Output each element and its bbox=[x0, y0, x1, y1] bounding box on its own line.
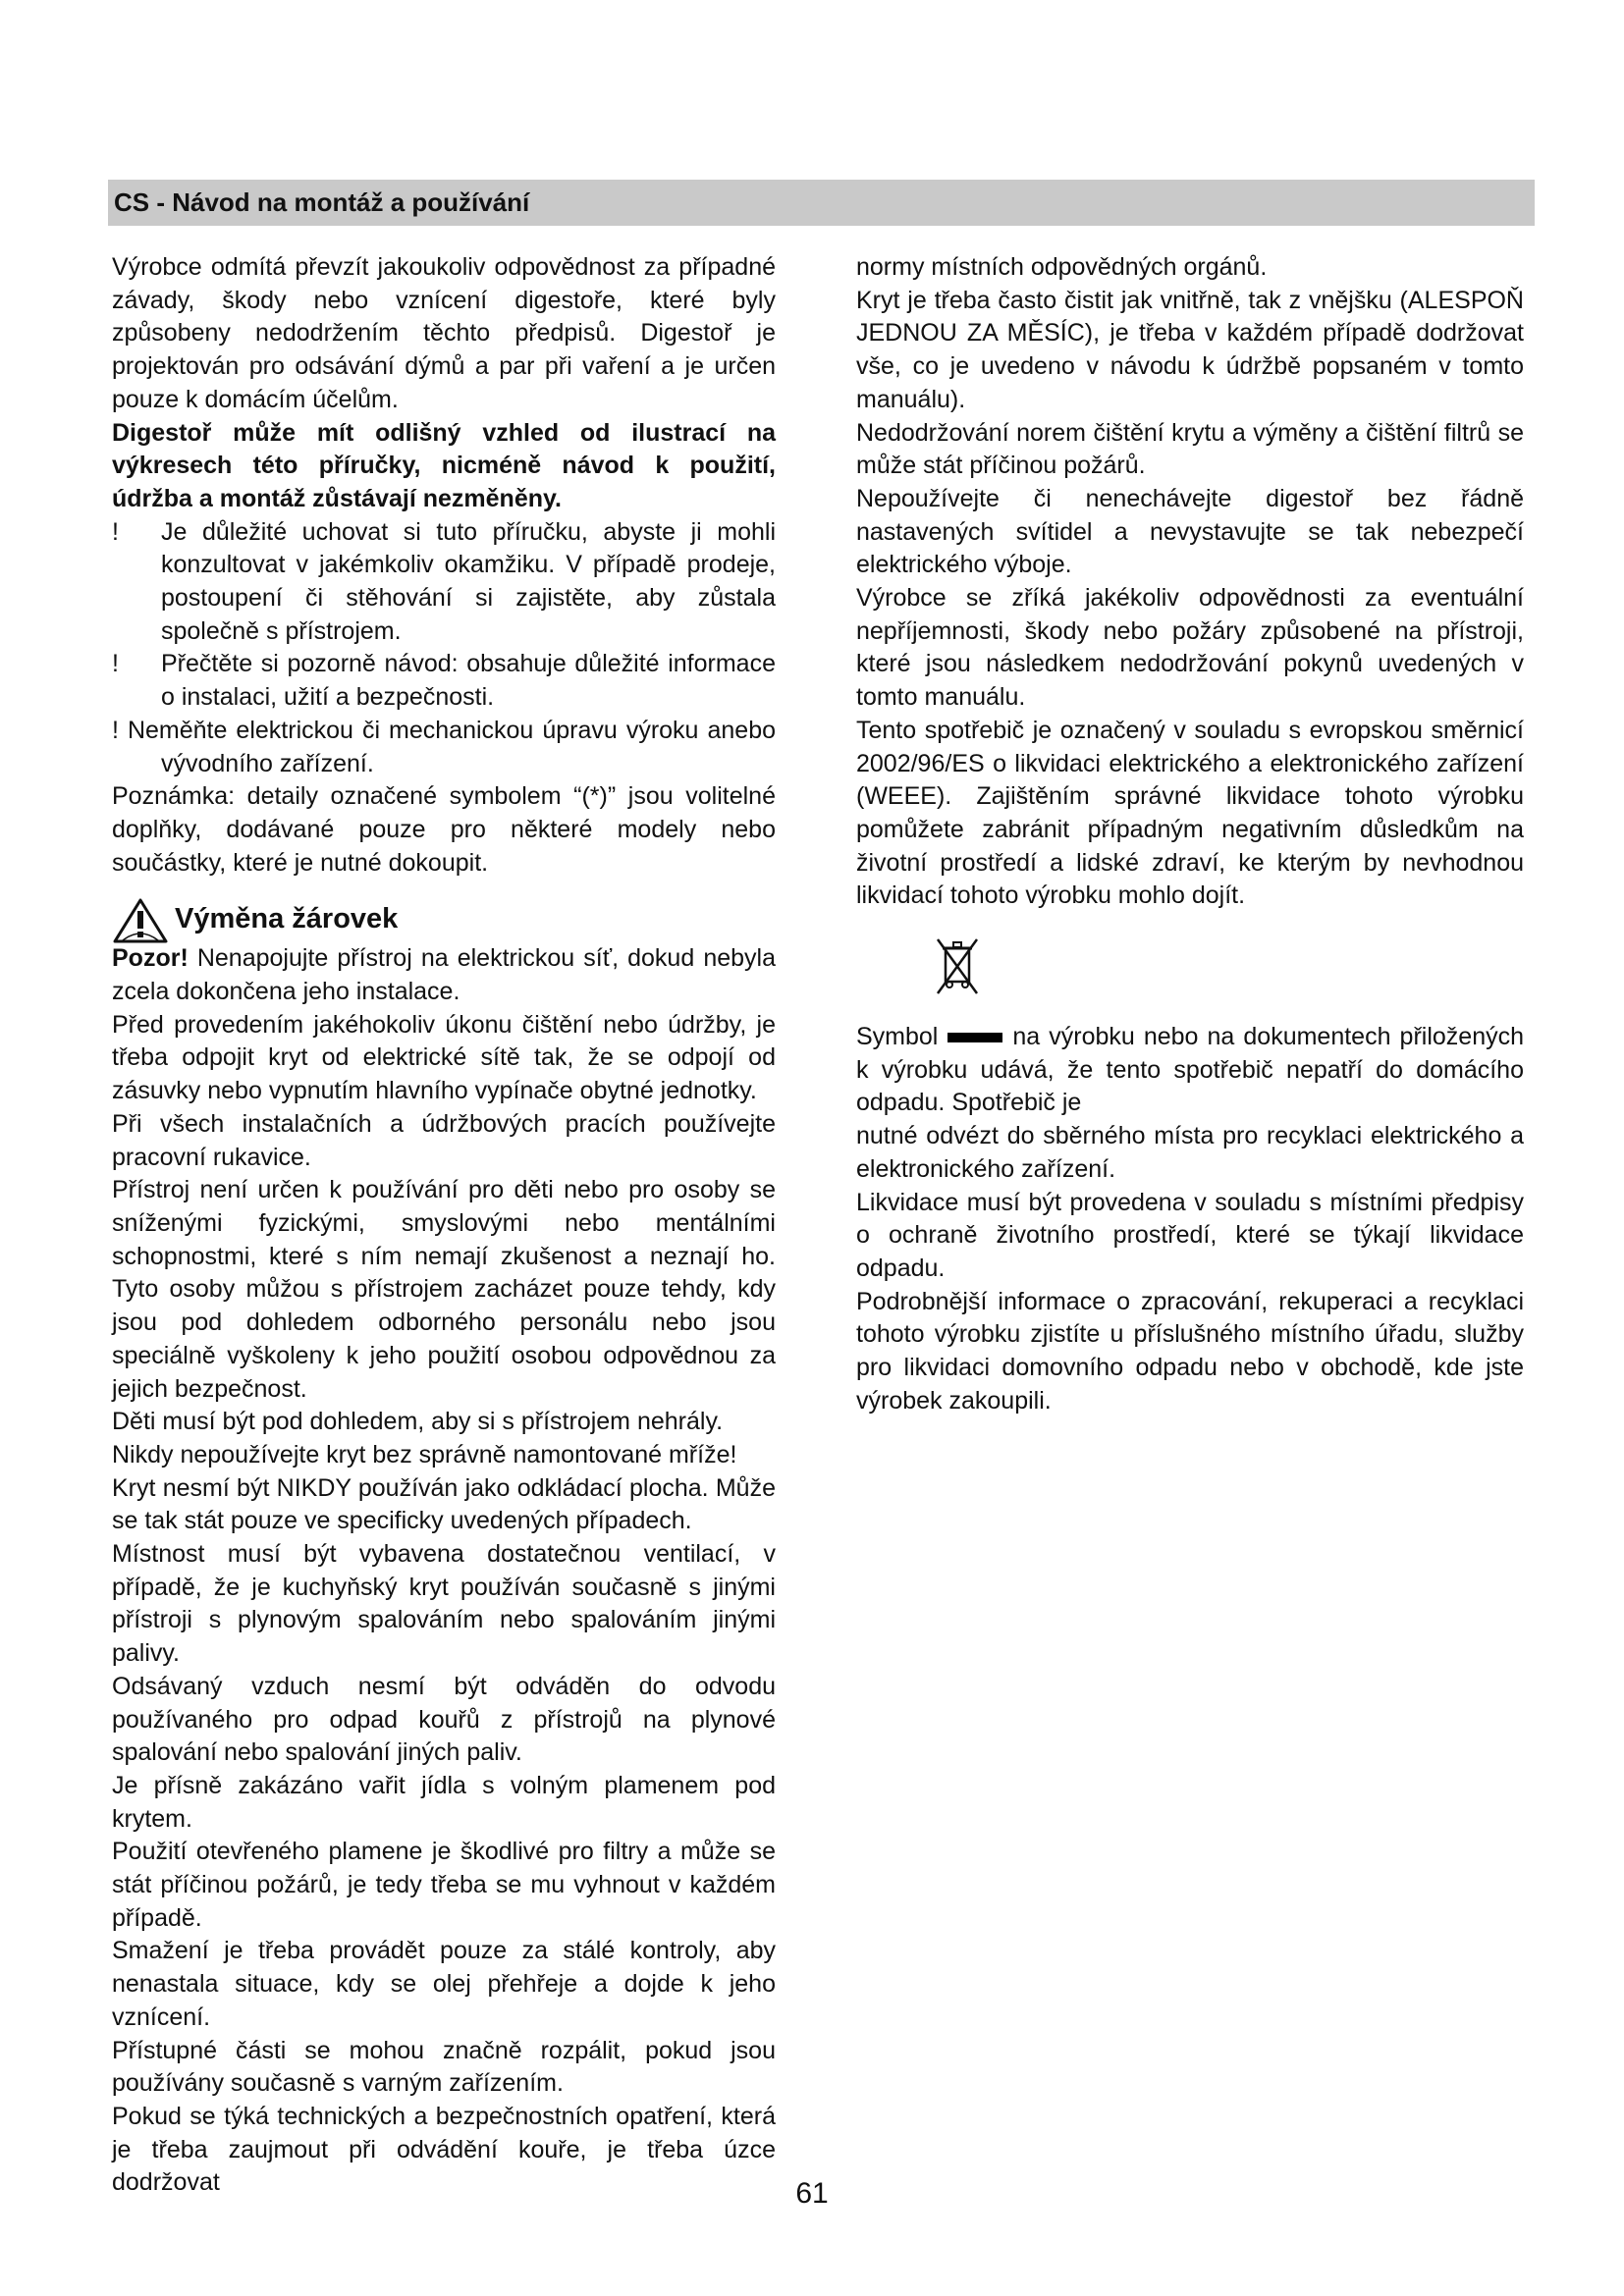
paragraph: Nikdy nepoužívejte kryt bez správně namontované mříže! bbox=[112, 1440, 737, 1468]
paragraph: Nepoužívejte či nenechávejte digestoř bez řádně nastavených svítidel a nevystavujte se tak nebezpečí elektrického výboje. bbox=[856, 484, 1524, 579]
paragraph: Nedodržování norem čištění krytu a výměny a čištění filtrů se může stát příčinou požárů. bbox=[856, 418, 1524, 480]
bullet-item bbox=[112, 516, 776, 649]
bullet-text: Je důležité uchovat si tuto příručku, abyste ji mohli konzultovat v jakémkoliv okamžiku. V případě prodeje, postoupení či stěhování si zajistěte, aby zůstala společně s přístrojem. bbox=[161, 517, 776, 645]
paragraph: Pokud se týká technických a bezpečnostních opatření, která je třeba zaujmout při odvádění kouře, je třeba úzce dodržovat bbox=[112, 2102, 776, 2197]
paragraph: Kryt nesmí být NIKDY používán jako odkládací plocha. Může se tak stát pouze ve specificky uvedených případech. bbox=[112, 1473, 776, 1535]
paragraph-text: Nenapojujte přístroj na elektrickou síť, dokud nebyla zcela dokončena jeho instalace. bbox=[112, 944, 776, 1006]
black-bar-icon bbox=[947, 1033, 1002, 1042]
warning-triangle-icon bbox=[112, 897, 169, 944]
paragraph: Tento spotřebič je označený v souladu s evropskou směrnicí 2002/96/ES o likvidaci elektrického a elektronického zařízení (WEEE). Zajištěním správné likvidace tohoto výrobku pomůžete zabránit případným negativním důsledkům na životní prostředí a lidské zdraví, ke kterým by nevhodnou likvidací tohoto výrobku mohlo dojít. bbox=[856, 716, 1524, 910]
bullet-text: Přečtěte si pozorně návod: obsahuje důležité informace o instalaci, užití a bezpečnosti. bbox=[161, 650, 776, 712]
section-heading bbox=[112, 897, 776, 942]
paragraph bbox=[112, 942, 776, 1008]
warning-label: Pozor! bbox=[112, 944, 189, 973]
symbol-word: Symbol bbox=[856, 1023, 939, 1051]
paragraph: Použití otevřeného plamene je škodlivé pro filtry a může se stát příčinou požárů, je tedy třeba se mu vyhnout v každém případě. bbox=[112, 1838, 776, 1932]
left-column bbox=[112, 251, 776, 2200]
paragraph: Při všech instalačních a údržbových pracích používejte pracovní rukavice. bbox=[112, 1109, 776, 1171]
paragraph: Místnost musí být vybavena dostatečnou ventilací, v případě, že je kuchyňský kryt používán současně s jinými přístroji s plynovým spalováním nebo spalováním jinými palivy. bbox=[112, 1540, 776, 1668]
bullet-mark: ! bbox=[112, 517, 119, 546]
bold-paragraph: Digestoř může mít odlišný vzhled od ilustrací na výkresech této příručky, nicméně návod k použití, údržba a montáž zůstávají nezměněny. bbox=[112, 418, 776, 512]
page-title: CS - Návod na montáž a používání bbox=[114, 187, 530, 217]
crossed-out-wheelie-bin-icon bbox=[935, 934, 980, 997]
weee-symbol-block bbox=[856, 931, 1524, 1021]
paragraph: Přístroj není určen k používání pro děti nebo pro osoby se sníženými fyzickými, smyslovými nebo mentálními schopnostmi, které s ním nemají zkušenost a neznají ho. Tyto osoby můžou s přístrojem zacházet pouze tehdy, kdy jsou pod dohledem odborného personálu nebo jsou speciálně vyškoleny k jeho použití osobou odpovědnou za jejich bezpečnost. bbox=[112, 1176, 776, 1403]
bullet-mark: ! bbox=[112, 650, 119, 678]
paragraph: Odsávaný vzduch nesmí být odváděn do odvodu používaného pro odpad kouřů z přístrojů na plynové spalování nebo spalování jiných paliv. bbox=[112, 1672, 776, 1767]
paragraph: Likvidace musí být provedena v souladu s místními předpisy o ochraně životního prostředí, které se týkají likvidace odpadu. bbox=[856, 1188, 1524, 1282]
paragraph: Je přísně zakázáno vařit jídla s volným plamenem pod krytem. bbox=[112, 1771, 776, 1833]
paragraph: Poznámka: detaily označené symbolem “(*)” jsou volitelné doplňky, dodávané pouze pro některé modely nebo součástky, které je nutné dokoupit. bbox=[112, 782, 776, 877]
section-header-bar bbox=[108, 180, 1535, 226]
bullet-text: ! Neměňte elektrickou či mechanickou úpravu výroku anebo vývodního zařízení. bbox=[112, 716, 776, 777]
paragraph bbox=[856, 1021, 1524, 1120]
paragraph-text: na výrobku nebo na dokumentech přiložených k výrobku udává, že tento spotřebič nepatří do domácího odpadu. Spotřebič je bbox=[856, 1023, 1524, 1117]
paragraph: Výrobce se zříká jakékoliv odpovědnosti za eventuální nepříjemnosti, škody nebo požáry způsobené na přístroji, které jsou následkem nedodržování pokynů uvedených v tomto manuálu. bbox=[856, 584, 1524, 712]
section-title: Výměna žárovek bbox=[175, 903, 399, 935]
paragraph: Kryt je třeba často čistit jak vnitřně, tak z vnějšku (ALESPOŇ JEDNOU ZA MĚSÍC), je třeba v každém případě dodržovat vše, co je uvedeno v návodu k údržbě popsaném v tomto manuálu). bbox=[856, 286, 1524, 413]
right-column bbox=[856, 251, 1524, 1418]
paragraph: Výrobce odmítá převzít jakoukoliv odpovědnost za případné závady, škody nebo vznícení digestoře, které byly způsobeny nedodržením těchto předpisů. Digestoř je projektován pro odsávání dýmů a par při vaření a je určen pouze k domácím účelům. bbox=[112, 253, 776, 413]
paragraph: Smažení je třeba provádět pouze za stálé kontroly, aby nenastala situace, kdy se olej přehřeje a dojde k jeho vznícení. bbox=[112, 1937, 776, 2031]
bullet-item bbox=[112, 715, 776, 780]
paragraph: Přístupné části se mohou značně rozpálit, pokud jsou používány současně s varným zařízením. bbox=[112, 2036, 776, 2098]
paragraph: Podrobnější informace o zpracování, rekuperaci a recyklaci tohoto výrobku zjistíte u příslušného místního úřadu, služby pro likvidaci domovního odpadu nebo v obchodě, kde jste výrobek zakoupili. bbox=[856, 1287, 1524, 1415]
paragraph: nutné odvézt do sběrného místa pro recyklaci elektrického a elektronického zařízení. bbox=[856, 1122, 1524, 1183]
paragraph: Před provedením jakéhokoliv úkonu čištění nebo údržby, je třeba odpojit kryt od elektrické sítě tak, že se odpojí od zásuvky nebo vypnutím hlavního vypínače obytné jednotky. bbox=[112, 1010, 776, 1105]
bullet-item bbox=[112, 648, 776, 714]
paragraph: Děti musí být pod dohledem, aby si s přístrojem nehrály. bbox=[112, 1408, 724, 1436]
page-number: 61 bbox=[795, 2177, 829, 2210]
paragraph: normy místních odpovědných orgánů. bbox=[856, 253, 1268, 281]
